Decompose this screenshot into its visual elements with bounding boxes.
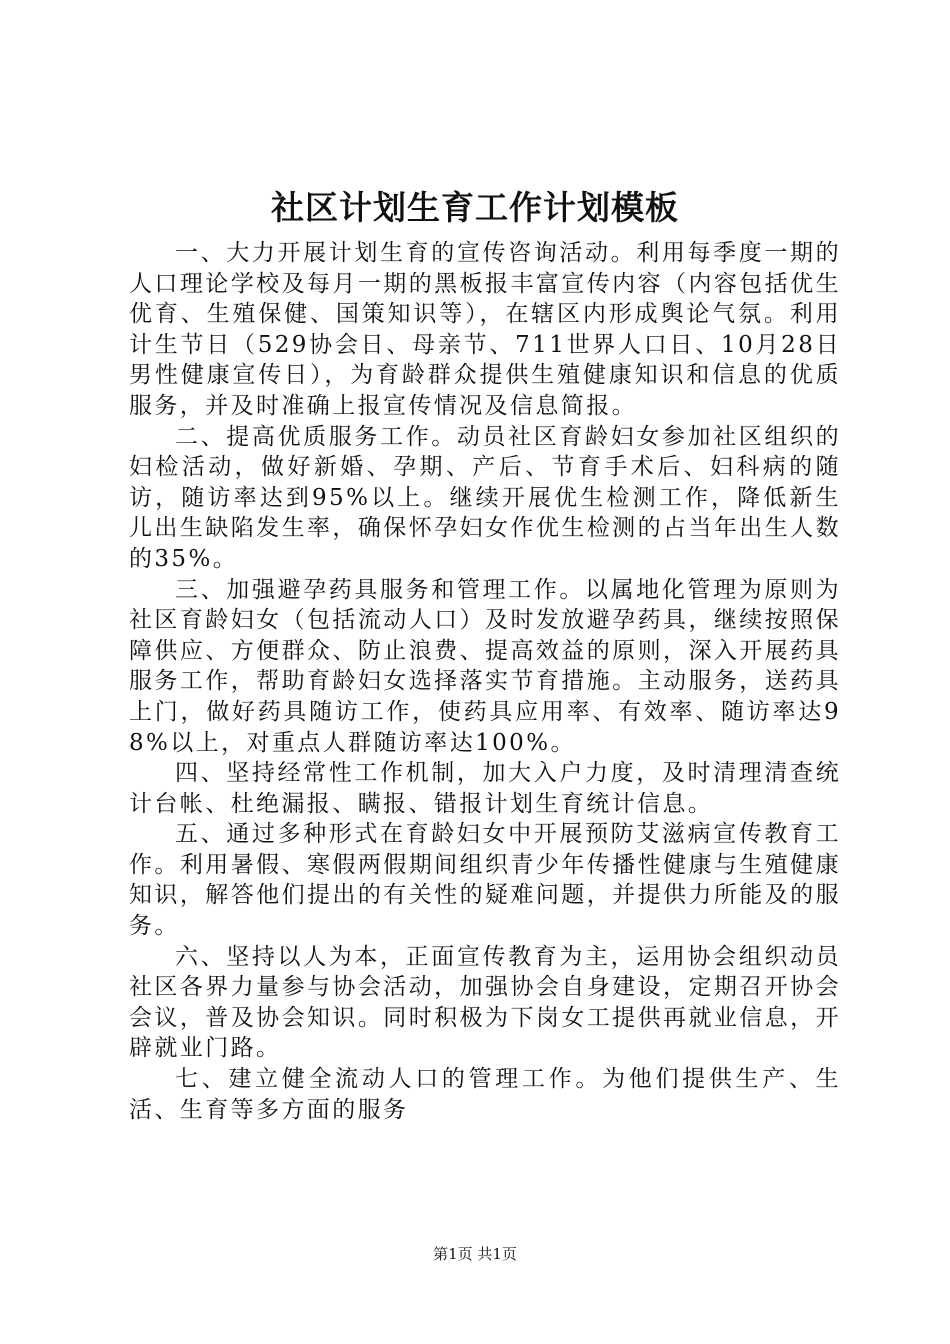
paragraph-5: 五、通过多种形式在育龄妇女中开展预防艾滋病宣传教育工作。利用暑假、寒假两假期间组织青少年传播性健康与生殖健康知识，解答他们提出的有关性的疑难问题，并提供力所能及的服务。 <box>129 821 841 940</box>
paragraph-7: 七、建立健全流动人口的管理工作。为他们提供生产、生活、生育等多方面的服务 <box>129 1066 841 1123</box>
paragraph-2: 二、提高优质服务工作。动员社区育龄妇女参加社区组织的妇检活动，做好新婚、孕期、产后、节育手术后、妇科病的随访，随访率达到95%以上。继续开展优生检测工作，降低新生儿出生缺陷发生率，确保怀孕妇女作优生检测的占当年出生人数的35%。 <box>129 423 841 572</box>
paragraph-1: 一、大力开展计划生育的宣传咨询活动。利用每季度一期的人口理论学校及每月一期的黑板报丰富宣传内容（内容包括优生优育、生殖保健、国策知识等），在辖区内形成舆论气氛。利用计生节日（529协会日、母亲节、711世界人口日、10月28日男性健康宣传日），为育龄群众提供生殖健康知识和信息的优质服务，并及时准确上报宣传情况及信息简报。 <box>129 240 841 419</box>
page-footer: 第1页 共1页 <box>433 1245 517 1263</box>
document-body <box>129 238 841 1125</box>
paragraph-3: 三、加强避孕药具服务和管理工作。以属地化管理为原则为社区育龄妇女（包括流动人口）及时发放避孕药具，继续按照保障供应、方便群众、防止浪费、提高效益的原则，深入开展药具服务工作，帮助育龄妇女选择落实节育措施。主动服务，送药具上门，做好药具随访工作，使药具应用率、有效率、随访率达98%以上，对重点人群随访率达100%。 <box>129 576 841 756</box>
paragraph-4: 四、坚持经常性工作机制，加大入户力度，及时清理清查统计台帐、杜绝漏报、瞒报、错报计划生育统计信息。 <box>129 760 841 817</box>
paragraph-6: 六、坚持以人为本，正面宣传教育为主，运用协会组织动员社区各界力量参与协会活动，加强协会自身建设，定期召开协会会议，普及协会知识。同时积极为下岗女工提供再就业信息，开辟就业门路。 <box>129 943 841 1062</box>
document-title: 社区计划生育工作计划模板 <box>271 188 679 227</box>
